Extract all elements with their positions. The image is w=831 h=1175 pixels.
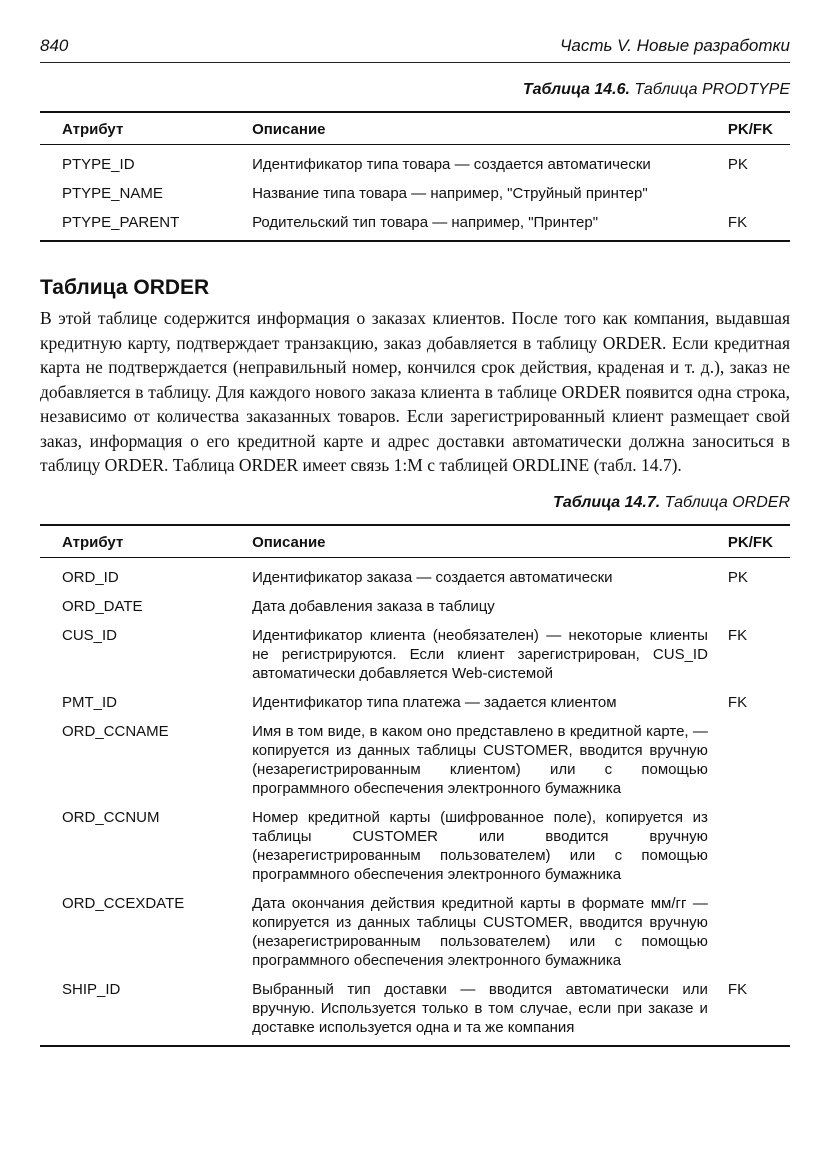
table1-header-desc: Описание — [252, 112, 728, 145]
table2-header-row — [40, 525, 790, 558]
attr-cell: ORD_ID — [62, 568, 119, 586]
page-number: 840 — [40, 36, 69, 55]
desc-cell: Дата добавления заказа в таблицу — [252, 597, 495, 615]
attr-cell: CUS_ID — [62, 626, 118, 644]
key-cell — [728, 892, 790, 978]
part-title: Часть V. Новые разработки — [559, 36, 790, 55]
attr-cell: ORD_DATE — [62, 597, 143, 615]
table2-caption-title: Таблица ORDER — [664, 493, 790, 511]
attr-cell: ORD_CCEXDATE — [62, 894, 185, 912]
desc-cell: Название типа товара — например, "Струйный принтер" — [252, 185, 648, 202]
table2-header-desc: Описание — [252, 525, 728, 558]
desc-cell: Идентификатор типа товара — создается автоматически — [252, 156, 651, 173]
attr-cell: PMT_ID — [62, 693, 118, 711]
table2-header-key: PK/FK — [728, 525, 790, 558]
attr-cell: PTYPE_PARENT — [62, 214, 180, 231]
key-cell: FK — [727, 693, 748, 711]
section-heading: Таблица ORDER — [40, 276, 210, 299]
attr-cell: PTYPE_NAME — [62, 185, 163, 202]
running-header — [40, 32, 790, 63]
desc-cell: Выбранный тип доставки — вводится автоматически или вручную. Используется только в том случае, если при заказе и доставке используется одна и та же компания — [252, 980, 708, 1036]
table-row — [40, 691, 790, 720]
table-row — [40, 806, 790, 892]
desc-cell: Идентификатор типа платежа — задается клиентом — [252, 693, 617, 711]
table2-caption-number: Таблица 14.7. — [553, 493, 661, 511]
attr-cell: PTYPE_ID — [62, 156, 135, 173]
table-row — [40, 182, 790, 211]
table2-header-attr: Атрибут — [40, 525, 252, 558]
table-row — [40, 892, 790, 978]
section-paragraph: В этой таблице содержится информация о заказах клиентов. После того как компания, выдавшая кредитную карту, подтверждает транзакцию, заказ добавляется в таблицу ORDER. Если кредитная карта не подтверждается (неправильный номер, кончился срок действия, краденая и т. д.), заказ не добавляется в таблицу. Для каждого нового заказа клиента в таблице ORDER появится одна строка, независимо от количества заказанных товаров. Если зарегистрированный клиент размещает свой заказ, информация о его кредитной карте и адрес доставки автоматически должна заноситься в таблицу ORDER. Таблица ORDER имеет связь 1:M с таблицей ORDLINE (табл. 14.7). — [40, 308, 790, 475]
key-cell — [728, 720, 790, 806]
desc-cell: Идентификатор клиента (необязателен) — некоторые клиенты не регистрируются. Если клиент зарегистрирован, CUS_ID автоматически добавляется Web-системой — [252, 626, 708, 682]
attr-cell: ORD_CCNAME — [62, 722, 169, 740]
table-order — [40, 524, 790, 1047]
table2-caption — [40, 494, 790, 516]
key-cell: FK — [727, 626, 748, 644]
desc-cell: Идентификатор заказа — создается автоматически — [252, 568, 613, 586]
key-cell — [728, 182, 790, 211]
table-row — [40, 978, 790, 1046]
table-prodtype — [40, 111, 790, 242]
attr-cell: SHIP_ID — [62, 980, 121, 998]
table1-caption — [40, 81, 790, 103]
table-row — [40, 557, 790, 595]
table1-header-key: PK/FK — [728, 112, 790, 145]
key-cell — [728, 595, 790, 624]
desc-cell: Имя в том виде, в каком оно представлено в кредитной карте, — копируется из данных таблицы CUSTOMER, вводится вручную (незарегистрированным клиентом) или с помощью программного обеспечения электронного бумажника — [252, 722, 708, 797]
table-row — [40, 624, 790, 691]
table-row — [40, 720, 790, 806]
table1-caption-title: Таблица PRODTYPE — [634, 81, 790, 98]
desc-cell: Родительский тип товара — например, "Принтер" — [252, 214, 599, 231]
table-row — [40, 145, 790, 183]
key-cell: FK — [727, 214, 748, 231]
key-cell: FK — [727, 980, 748, 998]
key-cell — [728, 806, 790, 892]
attr-cell: ORD_CCNUM — [62, 808, 160, 826]
table-row — [40, 211, 790, 241]
key-cell: PK — [727, 568, 748, 586]
key-cell: PK — [727, 156, 748, 173]
book-page — [40, 32, 790, 1047]
table1-header-attr: Атрибут — [40, 112, 252, 145]
table-row — [40, 595, 790, 624]
desc-cell: Номер кредитной карты (шифрованное поле), копируется из таблицы CUSTOMER или вводится вручную (незарегистрированным пользователем) или с помощью программного обеспечения электронного бумажника — [252, 808, 708, 883]
table1-caption-number: Таблица 14.6. — [522, 81, 630, 98]
table1-header-row — [40, 112, 790, 145]
desc-cell: Дата окончания действия кредитной карты в формате мм/гг — копируется из данных таблицы CUSTOMER, вводится вручную (незарегистрированным пользователем) или с помощью программного обеспечения электронного бумажника — [252, 894, 708, 969]
